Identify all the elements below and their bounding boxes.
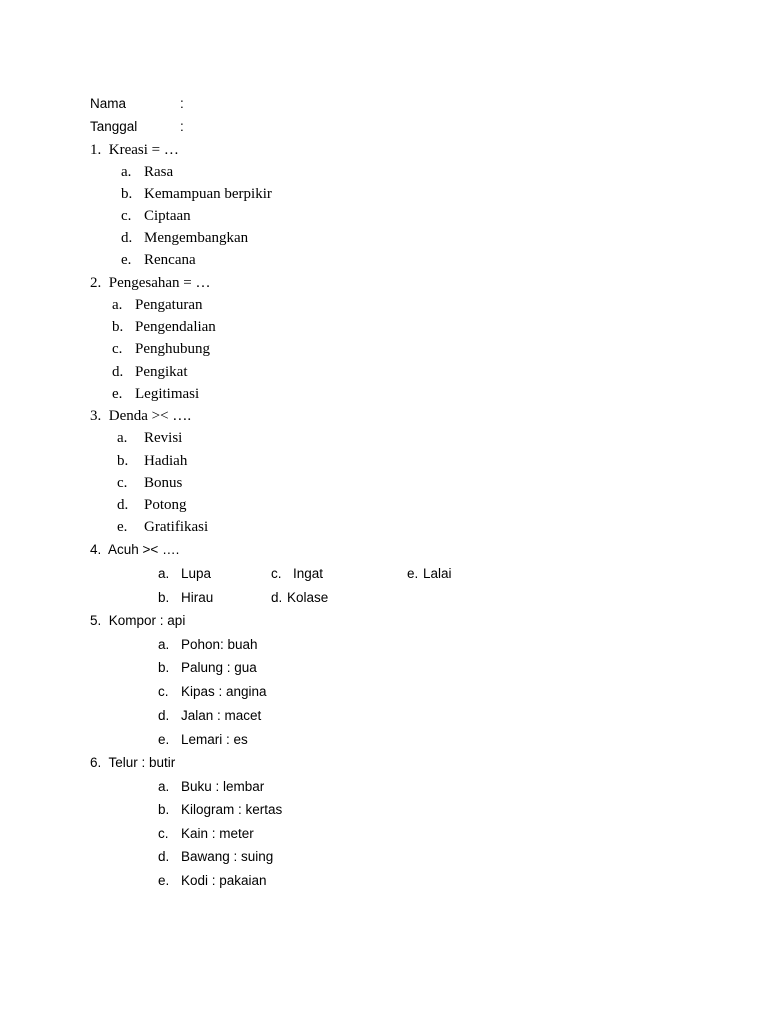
option-6a: a. bbox=[158, 779, 170, 794]
option-3a: a. bbox=[117, 430, 128, 446]
question-6 bbox=[90, 754, 175, 772]
option-letter: c. bbox=[121, 208, 132, 224]
option-4a-text: Lupa bbox=[181, 566, 212, 581]
option-4b-text: Hirau bbox=[181, 590, 214, 605]
option-2e: e. bbox=[112, 386, 123, 402]
option-2c: c. bbox=[112, 341, 123, 357]
option-4d: d. bbox=[271, 590, 283, 605]
option-2d: d. bbox=[112, 364, 124, 380]
option-5b-text: Palung : gua bbox=[181, 660, 257, 675]
question-number: 5. bbox=[90, 613, 102, 628]
option-1a bbox=[121, 163, 131, 181]
option-2a: a. bbox=[112, 297, 123, 313]
option-1e-text: Rencana bbox=[144, 252, 196, 268]
question-number: 4. bbox=[90, 542, 102, 557]
question-number: 6. bbox=[90, 755, 102, 770]
option-5c-text: Kipas : angina bbox=[181, 684, 267, 699]
option-4c-text: Ingat bbox=[293, 566, 324, 581]
option-5a-text: Pohon: buah bbox=[181, 637, 258, 652]
option-6d-text: Bawang : suing bbox=[181, 849, 274, 864]
option-1e bbox=[121, 251, 131, 269]
question-3 bbox=[90, 407, 191, 425]
option-2a-text: Pengaturan bbox=[135, 297, 203, 313]
nama-label: Nama bbox=[90, 96, 127, 111]
option-2d-text: Pengikat bbox=[135, 364, 188, 380]
option-6b: b. bbox=[158, 802, 170, 817]
question-text: Acuh >< …. bbox=[108, 542, 180, 557]
option-2b-text: Pengendalian bbox=[135, 319, 216, 335]
option-letter: a. bbox=[121, 164, 132, 180]
question-number: 3. bbox=[90, 408, 102, 424]
option-6b-text: Kilogram : kertas bbox=[181, 802, 283, 817]
option-3e-text: Gratifikasi bbox=[144, 519, 209, 535]
option-3e: e. bbox=[117, 519, 128, 535]
option-6c: c. bbox=[158, 826, 169, 841]
question-text: Pengesahan = … bbox=[108, 275, 211, 291]
option-3b-text: Hadiah bbox=[144, 453, 188, 469]
option-5c: c. bbox=[158, 684, 169, 699]
option-3a-text: Revisi bbox=[144, 430, 183, 446]
question-text: Kreasi = … bbox=[108, 142, 179, 158]
option-1c bbox=[121, 207, 131, 225]
option-6e-text: Kodi : pakaian bbox=[181, 873, 267, 888]
question-text: Denda >< …. bbox=[108, 408, 192, 424]
option-4b: b. bbox=[158, 590, 170, 605]
nama-colon: : bbox=[180, 96, 184, 111]
question-2 bbox=[90, 274, 211, 292]
option-4e-text: Lalai bbox=[423, 566, 452, 581]
option-5a: a. bbox=[158, 637, 170, 652]
option-2b: b. bbox=[112, 319, 124, 335]
option-3d: d. bbox=[117, 497, 129, 513]
tanggal-colon: : bbox=[180, 119, 184, 134]
option-2e-text: Legitimasi bbox=[135, 386, 200, 402]
question-4 bbox=[90, 541, 179, 559]
option-5d-text: Jalan : macet bbox=[181, 708, 262, 723]
question-text: Telur : butir bbox=[108, 755, 176, 770]
option-1d-text: Mengembangkan bbox=[144, 230, 249, 246]
question-number: 2. bbox=[90, 275, 102, 291]
option-5e-text: Lemari : es bbox=[181, 732, 248, 747]
question-5 bbox=[90, 612, 185, 630]
option-3d-text: Potong bbox=[144, 497, 187, 513]
option-6e: e. bbox=[158, 873, 170, 888]
option-6c-text: Kain : meter bbox=[181, 826, 254, 841]
question-number: 1. bbox=[90, 142, 102, 158]
option-3c: c. bbox=[117, 475, 128, 491]
option-2c-text: Penghubung bbox=[135, 341, 210, 357]
option-4e: e. bbox=[407, 566, 419, 581]
question-1 bbox=[90, 141, 179, 159]
option-1b bbox=[121, 185, 132, 203]
option-4c: c. bbox=[271, 566, 282, 581]
option-4a: a. bbox=[158, 566, 170, 581]
tanggal-label: Tanggal bbox=[90, 119, 138, 134]
option-1b-text: Kemampuan berpikir bbox=[144, 186, 272, 202]
option-5e: e. bbox=[158, 732, 170, 747]
option-letter: d. bbox=[121, 230, 133, 246]
question-text: Kompor : api bbox=[108, 613, 186, 628]
option-letter: e. bbox=[121, 252, 132, 268]
option-5d: d. bbox=[158, 708, 170, 723]
option-1a-text: Rasa bbox=[144, 164, 174, 180]
option-letter: b. bbox=[121, 186, 133, 202]
option-5b: b. bbox=[158, 660, 170, 675]
option-1d bbox=[121, 229, 132, 247]
option-6a-text: Buku : lembar bbox=[181, 779, 265, 794]
option-3c-text: Bonus bbox=[144, 475, 183, 491]
option-1c-text: Ciptaan bbox=[144, 208, 191, 224]
option-3b: b. bbox=[117, 453, 129, 469]
option-4d-text: Kolase bbox=[287, 590, 329, 605]
option-6d: d. bbox=[158, 849, 170, 864]
